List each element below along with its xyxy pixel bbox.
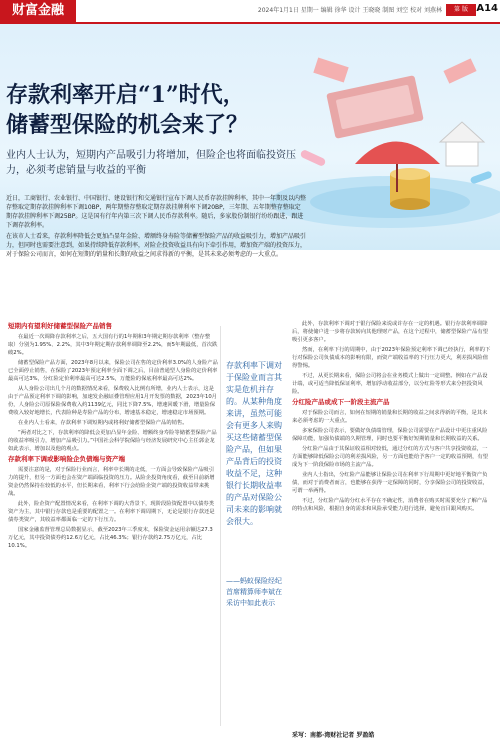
column-left [8,320,218,552]
pull-quote-attribution: ——蚂蚁保险经纪首席精算师李斌在采访中如此表示 [226,577,282,607]
body-paragraph: 在最近一次调降存款利率之后，五大国有行的1年期和3年期定期存款利率（整存整取）分别为1.95%、2.2%，其中3年期定期存款利率调降至2.2%，而5年期最低，首次跌破2%。 [8,334,218,356]
subheading: 分红险产品或成下一阶段主流产品 [292,398,390,406]
subheading: 短期内有望利好储蓄型保险产品销售 [8,322,112,330]
edition-tag: 第 版 [446,4,476,16]
body-paragraph: 此外，存款利率下调对于银行保险来说或许存在一定的机遇。银行存款利率调降后，将使储户进一步将存款转向其他理财产品，在这个过程中，储蓄型保险产品有望吸引更多客户。 [292,321,488,343]
body-paragraph: 不过，从更长期来看，保险公司将会在业务模式上做出一定调整。例如在产品设计端，或可适当降低保证利率，增加浮动收益部分，以分红险等形式来分担投资风险。 [292,373,488,395]
body-paragraph: 储蓄型保险产品方面，2023年8月以来，保险公司在售的定价利率3.0%的人身险产品已全面停止销售，在保险了2023年预定利率全面下调之后，目前普通型人身险的定价利率最高可达3%，分红险定价利率最高可达2.5%，万能险的保底利率最高可达2%。 [8,360,218,382]
body-paragraph: 此外，险企资产配置情况来看，在利率下调的大背景下，现阶段险资配置中以债券类资产为主，其中银行存款也是重要的配置之一。在利率下调周期下，无论是银行存款还是债券类资产，其收益率都面临一定的下行压力。 [8,501,215,523]
column-divider [220,326,221,726]
banknote-icon [313,57,348,82]
column-right [292,320,492,515]
body-paragraph: 业内人士指出，分红险产品能够让保险公司在利率下行周期中更好地平衡资产负债，而对于消费者而言，也能够在获得一定保障的同时，分享保险公司的投资收益，可谓一举两得。 [292,472,488,494]
intro-paragraph: 近日，工商银行、农业银行、中国银行、建设银行和交通银行宣布下调人民币存款挂牌利率，其中一年期及以内整存整取定期存款挂牌利率下调10BP，两年期整存整取定期存款挂牌利率下调20BP，三年期、五年期整存整取定期存款挂牌利率下调25BP。这是国有行年内第三次下调人民币存款利率。随后，多家股份制银行纷纷跟进，跟进下调存款利率。 [6,195,307,229]
headline-line-1: 存款利率开启“1”时代， [6,82,245,108]
byline: 采写：南都·湾财社记者 罗盈皓 [292,732,375,739]
body-paragraph: 多家保险公司表示，要做好负债端管理，保险公司需要在产品设计中更注重风险保障功能，加强负债端的久期管理，同时也要平衡好短期销量和长期收益的关系。 [292,428,488,442]
body-paragraph: “两者对比之下，存款利率的降低会更加凸显年金险、增额终身寿险等储蓄型保险产品的收益率吸引力，增加产品吸引力。”中国社会科学院保险与经济发展研究中心主任郭金龙如此表示，增加以及他的观点。 [8,430,217,452]
body-paragraph: 从人身险公司出几个月的数据情况来看，保费收入比例有所增，业内人士表示，这是由于产品预定利率下调的影响，加速发企融证叠管理应用1月开发票的数据，2023年10月份，人身险公司原保险保费收入约1139亿元，同比下降7.5%，增速回暖下滑，增量险保费收入较好地增长，代表险种是寿险产品的分布，增速基本稳定，增速稳定市场预期。 [8,386,217,416]
subheading: 存款利率下调或影响险企负债端与资产端 [8,455,125,463]
body-paragraph: 在业内人士看来，存款利率下调短期内或将利好储蓄型保险产品的销售。 [18,420,188,426]
body-paragraph: 需要注意的是，对于保险行业而言，利率中长期的走低，一方面会导致保险产品吸引力的提升，但另一方面也会在资产端面临投资的压力。从险企投资角度看，截至目前新增资金仍然保持在较低的水平，但长期来看，利率下行会给险企资产端的投资收益带来挑战。 [8,467,215,497]
header-line: 2024年1月1日 星期一 编辑 徐华 设计 王晓晓 制图 刘空 校对 刘燕林 [257,7,442,14]
body-paragraph: 不过，分红险产品的分红水平存在不确定性，消费者在购买时需要充分了解产品的特点和风险，根据自身的需求和风险承受能力进行选择，避免盲目跟风购买。 [292,498,488,512]
deck: 业内人士认为，短期内产品吸引力将增加，但险企也将面临投资压力，必须考虑销量与收益的平衡 [6,150,296,176]
pull-quote: 存款利率下调对于保险业而言其实是危机并存的。从某种角度来讲，虽然可能会有更多人来购买这些储蓄型保险产品，但如果产品背后的投资收益不足，这种银行长期收益率的产品对保险公司未来的影响就会很大。 [226,361,282,526]
headline-line-2: 储蓄型保险的机会来了？ [6,112,249,138]
banknote-icon [326,75,424,139]
headline [6,80,306,140]
hero-banner [0,24,500,258]
section-tag: 财富金融 [0,0,76,22]
body-paragraph: 国家金融监督管理总局数据显示，截至2023年三季度末，保险资金运用余额达27.3万亿元，其中投资债券约12.6万亿元，占比46.3%；银行存款约2.75万亿元，占比10.1%。 [8,527,213,549]
masthead [0,0,500,24]
body-paragraph: 然而，在利率下行的周期中，由于2023年保险预定利率下调已经执行，利率的下行对保险公司负债成本的影响有限，而资产端收益率的下行压力更大，利差损风险值得警惕。 [292,347,491,369]
page-number: A14 [476,3,498,14]
intro-paragraph: 在该市人士看来，存款利率降低会更加凸显年金险、增额终身寿险等储蓄型保险产品的收益吸引力，增加产品吸引力，但同时也需要注意到，如果持续降低存款利率，对险企投资收益具有向下牵引作用，增加资产端的投资压力，对于保险公司而言，如何在短期的销量和长期的收益之间求得新的平衡，是其未来必须考虑的一大重点。 [6,233,307,258]
house-icon [440,122,484,166]
body-paragraph: 对于保险公司而言，如何在短期的销量和长期的收益之间求得新的平衡，是其未来必须考虑的一大重点。 [292,410,488,424]
banknote-icon [443,58,476,83]
body-paragraph: 分红险产品由于其保证收益相对较低，通过分红的方式与客户共享投资收益，一方面能够降低保险公司的利差损风险，另一方面也能给予客户一定的收益预期，有望成为下一阶段保险市场的主流产品。 [292,446,488,468]
intro [6,194,306,261]
